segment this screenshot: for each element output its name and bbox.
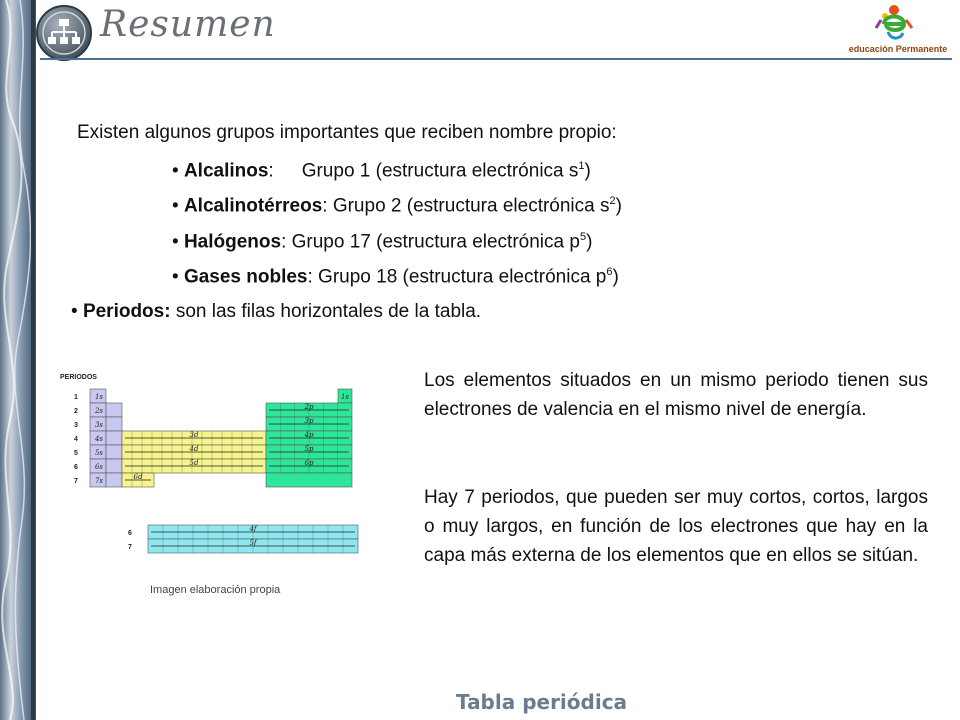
superscript: 5	[579, 230, 587, 243]
f-period-number: 7	[128, 544, 132, 551]
period-number: 4	[74, 436, 78, 443]
list-item: • Halógenos: Grupo 17 (estructura electrónica $p^5$)	[172, 230, 593, 252]
separator: :	[307, 266, 313, 288]
separator: :	[322, 195, 328, 217]
closing-paren: )	[584, 160, 591, 182]
p-block-label: 3p	[304, 417, 314, 425]
header-divider	[40, 58, 952, 60]
s-block-cell	[106, 473, 122, 487]
periods-label: Periodos:	[82, 301, 171, 322]
p-block-label: 4p	[304, 431, 314, 439]
superscript: 2	[609, 195, 616, 208]
group-name: Alcalinotérreos	[183, 195, 323, 217]
separator: :	[268, 160, 274, 182]
figure-caption: Imagen elaboración propia	[150, 584, 281, 596]
paragraph-valence: Los elementos situados en un mismo periodo tienen sus electrones de valencia en el mismo nivel de energía.	[424, 370, 928, 420]
f-block-label: 4f	[249, 525, 257, 533]
p-block-row	[266, 473, 352, 487]
d-block-label: 3d	[189, 431, 199, 439]
page-title: Resumen	[100, 4, 276, 45]
period-number: 5	[74, 450, 78, 457]
superscript: 6	[606, 265, 613, 278]
s-block-cell	[106, 403, 122, 417]
f-block-label: 5f	[249, 539, 257, 547]
org-chart-icon	[34, 3, 94, 63]
s-block-label: 2s	[94, 407, 104, 415]
s-block-cell	[106, 431, 122, 445]
s-block-label: 1s	[94, 393, 104, 401]
left-decorative-border	[0, 0, 40, 720]
brand-text: educación Permanente	[848, 44, 948, 54]
s-block-cell	[106, 459, 122, 473]
group-list	[172, 151, 622, 292]
superscript: 1	[578, 160, 585, 172]
group-desc: Grupo 18 (estructura electrónica p	[312, 266, 607, 288]
paragraph-periods: Hay 7 periodos, que pueden ser muy cortos, cortos, largos o muy largos, en función de los electrones que hay en la capa más externa de los elementos que en ellos se sitúan.	[424, 487, 928, 566]
periods-text: son las filas horizontales de la tabla.	[170, 301, 482, 322]
d-block-label: 6d	[133, 473, 143, 481]
s-block-label: 4s	[94, 435, 104, 443]
separator: :	[281, 230, 287, 252]
intro-text: Existen algunos grupos importantes que reciben nombre propio:	[77, 122, 617, 143]
periods-heading: PERIODOS	[60, 374, 97, 381]
closing-paren: )	[612, 266, 619, 288]
period-number: 3	[74, 422, 78, 429]
list-item: • Alcalinos: Grupo 1 (estructura electrónica $s^1$)	[172, 160, 591, 182]
closing-paren: )	[586, 230, 593, 252]
group-desc: Grupo 2 (estructura electrónica s	[327, 195, 610, 217]
group-name: Gases nobles	[183, 266, 308, 288]
period-number: 6	[74, 464, 78, 471]
periodic-table-figure	[58, 365, 368, 600]
period-number: 1	[74, 394, 78, 401]
p-block-label: 5p	[304, 445, 314, 453]
period-number: 7	[74, 478, 78, 485]
d-block-label: 5d	[189, 459, 199, 467]
s-block-label: 3s	[94, 421, 104, 429]
s-block-label: 5s	[94, 449, 104, 457]
s-block-cell	[106, 417, 122, 431]
group-desc: Grupo 17 (estructura electrónica p	[286, 230, 580, 252]
s-block-label: 7s	[94, 477, 104, 485]
he-label: 1s	[340, 393, 350, 401]
group-name: Alcalinos	[183, 160, 269, 182]
list-item: • Gases nobles: Grupo 18 (estructura electrónica $p^6$)	[172, 265, 619, 288]
periods-bullet: • Periodos: son las filas horizontales de la tabla.	[71, 301, 482, 322]
list-item: • Alcalinotérreos: Grupo 2 (estructura electrónica $s^2$)	[172, 195, 622, 217]
p-block-label: 2p	[304, 403, 314, 411]
s-block-cell	[106, 445, 122, 459]
f-period-number: 6	[128, 530, 132, 537]
group-desc: Grupo 1 (estructura electrónica s	[301, 160, 579, 182]
p-block-label: 6p	[304, 459, 314, 467]
period-number: 2	[74, 408, 78, 415]
closing-paren: )	[615, 195, 622, 217]
group-name: Halógenos	[183, 230, 282, 252]
s-block-label: 6s	[94, 463, 104, 471]
d-block-label: 4d	[189, 445, 199, 453]
footer-title: Tabla periódica	[456, 690, 628, 714]
